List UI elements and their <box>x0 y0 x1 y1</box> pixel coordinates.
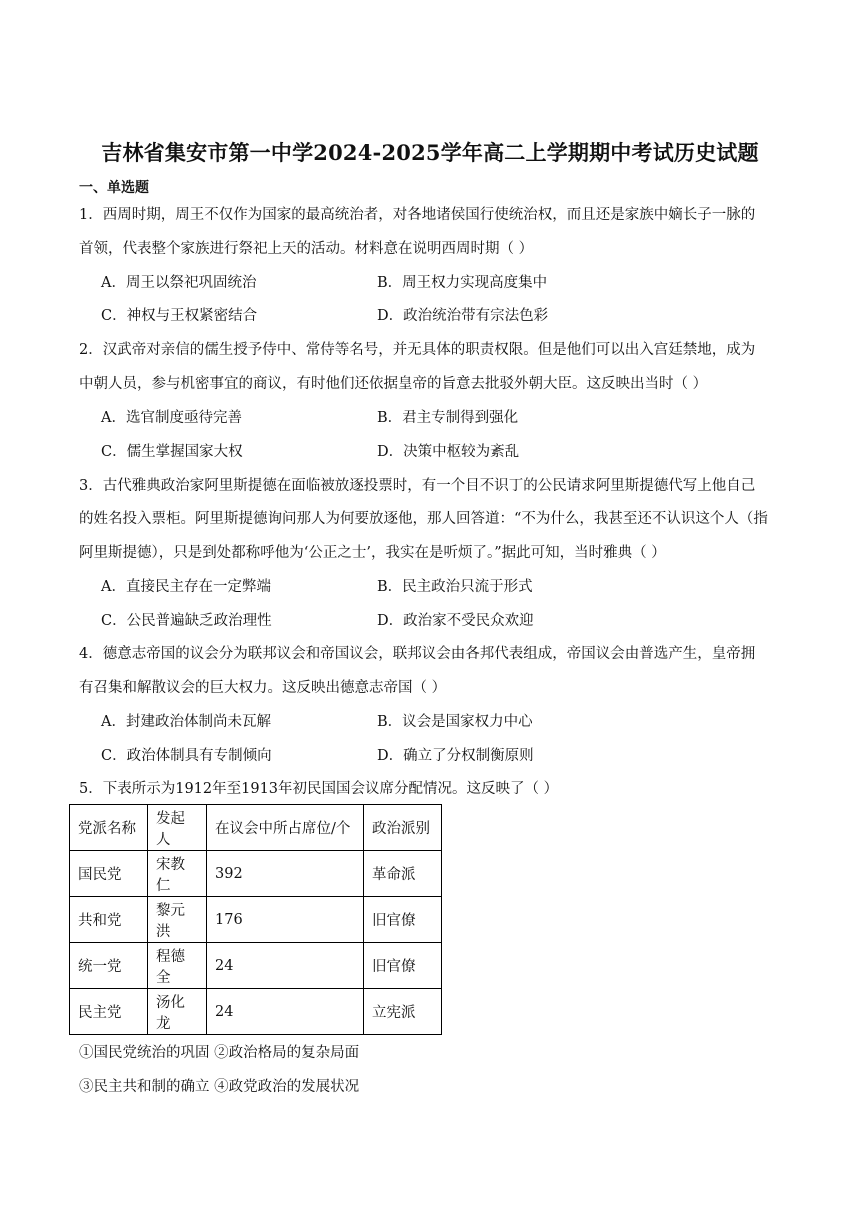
table-cell: 民主党 <box>70 989 148 1035</box>
table-cell: 革命派 <box>364 851 442 897</box>
q2-option-c: C．儒生掌握国家大权 <box>101 444 243 460</box>
table-cell: 24 <box>207 989 364 1035</box>
table-header-row <box>70 805 442 851</box>
q2-option-d: D．决策中枢较为紊乱 <box>377 444 520 460</box>
table-cell: 旧官僚 <box>364 897 442 943</box>
q5-choices-line-1: ①国民党统治的巩固 ②政治格局的复杂局面 <box>79 1045 360 1061</box>
q1-option-d: D．政治统治带有宗法色彩 <box>377 308 549 324</box>
table-cell: 程德全 <box>148 943 207 989</box>
table-cell: 旧官僚 <box>364 943 442 989</box>
table-row <box>70 943 442 989</box>
q2-line-2: 中朝人员，参与机密事宜的商议，有时他们还依据皇帝的旨意去批驳外朝大臣。这反映出当时（ ） <box>79 376 708 392</box>
table-cell: 立宪派 <box>364 989 442 1035</box>
q1-option-a: A．周王以祭祀巩固统治 <box>101 275 257 291</box>
q4-option-b: B．议会是国家权力中心 <box>377 714 533 730</box>
section-heading: 一、单选题 <box>79 180 149 196</box>
table-cell: 共和党 <box>70 897 148 943</box>
q4-option-d: D．确立了分权制衡原则 <box>377 748 534 764</box>
table-row <box>70 897 442 943</box>
table-cell: 汤化龙 <box>148 989 207 1035</box>
table-cell: 392 <box>207 851 364 897</box>
q4-option-a: A．封建政治体制尚未瓦解 <box>101 714 271 730</box>
table-cell: 统一党 <box>70 943 148 989</box>
table-cell: 176 <box>207 897 364 943</box>
q3-option-d: D．政治家不受民众欢迎 <box>377 613 534 629</box>
q1-option-b: B．周王权力实现高度集中 <box>377 275 548 291</box>
q4-option-c: C．政治体制具有专制倾向 <box>101 748 272 764</box>
q3-line-2: 的姓名投入票柜。阿里斯提德询问那人为何要放逐他，那人回答道：“不为什么，我甚至还不认识这个人（指 <box>79 511 768 527</box>
seat-table <box>69 804 442 1035</box>
q2-option-a: A．选官制度亟待完善 <box>101 410 242 426</box>
table-header-cell: 在议会中所占席位/个 <box>207 805 364 851</box>
q5-choices-line-2: ③民主共和制的确立 ④政党政治的发展状况 <box>79 1079 360 1095</box>
table-header-cell: 发起人 <box>148 805 207 851</box>
table-cell: 黎元洪 <box>148 897 207 943</box>
q3-option-a: A．直接民主存在一定弊端 <box>101 579 271 595</box>
q3-option-b: B．民主政治只流于形式 <box>377 579 533 595</box>
q5-line-1: 5．下表所示为1912年至1913年初民国国会议席分配情况。这反映了（ ） <box>79 781 559 797</box>
q3-line-3: 阿里斯提德），只是到处都称呼他为‘公正之士’，我实在是听烦了。”据此可知，当时雅典（ ） <box>79 545 666 561</box>
q4-line-1: 4．德意志帝国的议会分为联邦议会和帝国议会，联邦议会由各邦代表组成，帝国议会由普选产生，皇帝拥 <box>79 646 756 662</box>
table-row <box>70 989 442 1035</box>
table-header-cell: 党派名称 <box>70 805 148 851</box>
table-header-cell: 政治派别 <box>364 805 442 851</box>
table-cell: 24 <box>207 943 364 989</box>
table-cell: 宋教仁 <box>148 851 207 897</box>
q3-option-c: C．公民普遍缺乏政治理性 <box>101 613 272 629</box>
q1-option-c: C．神权与王权紧密结合 <box>101 308 258 324</box>
q4-line-2: 有召集和解散议会的巨大权力。这反映出德意志帝国（ ） <box>79 680 447 696</box>
table-row <box>70 851 442 897</box>
q2-line-1: 2．汉武帝对亲信的儒生授予侍中、常侍等名号，并无具体的职责权限。但是他们可以出入宫廷禁地，成为 <box>79 342 756 358</box>
q1-line-2: 首领，代表整个家族进行祭祀上天的活动。材料意在说明西周时期（ ） <box>79 241 534 257</box>
q3-line-1: 3．古代雅典政治家阿里斯提德在面临被放逐投票时，有一个目不识丁的公民请求阿里斯提德代写上他自己 <box>79 478 756 494</box>
table-cell: 国民党 <box>70 851 148 897</box>
q1-line-1: 1．西周时期，周王不仅作为国家的最高统治者，对各地诸侯国行使统治权，而且还是家族中嫡长子一脉的 <box>79 207 756 223</box>
page-title: 吉林省集安市第一中学2024-2025学年高二上学期期中考试历史试题 <box>101 140 759 165</box>
q2-option-b: B．君主专制得到强化 <box>377 410 519 426</box>
